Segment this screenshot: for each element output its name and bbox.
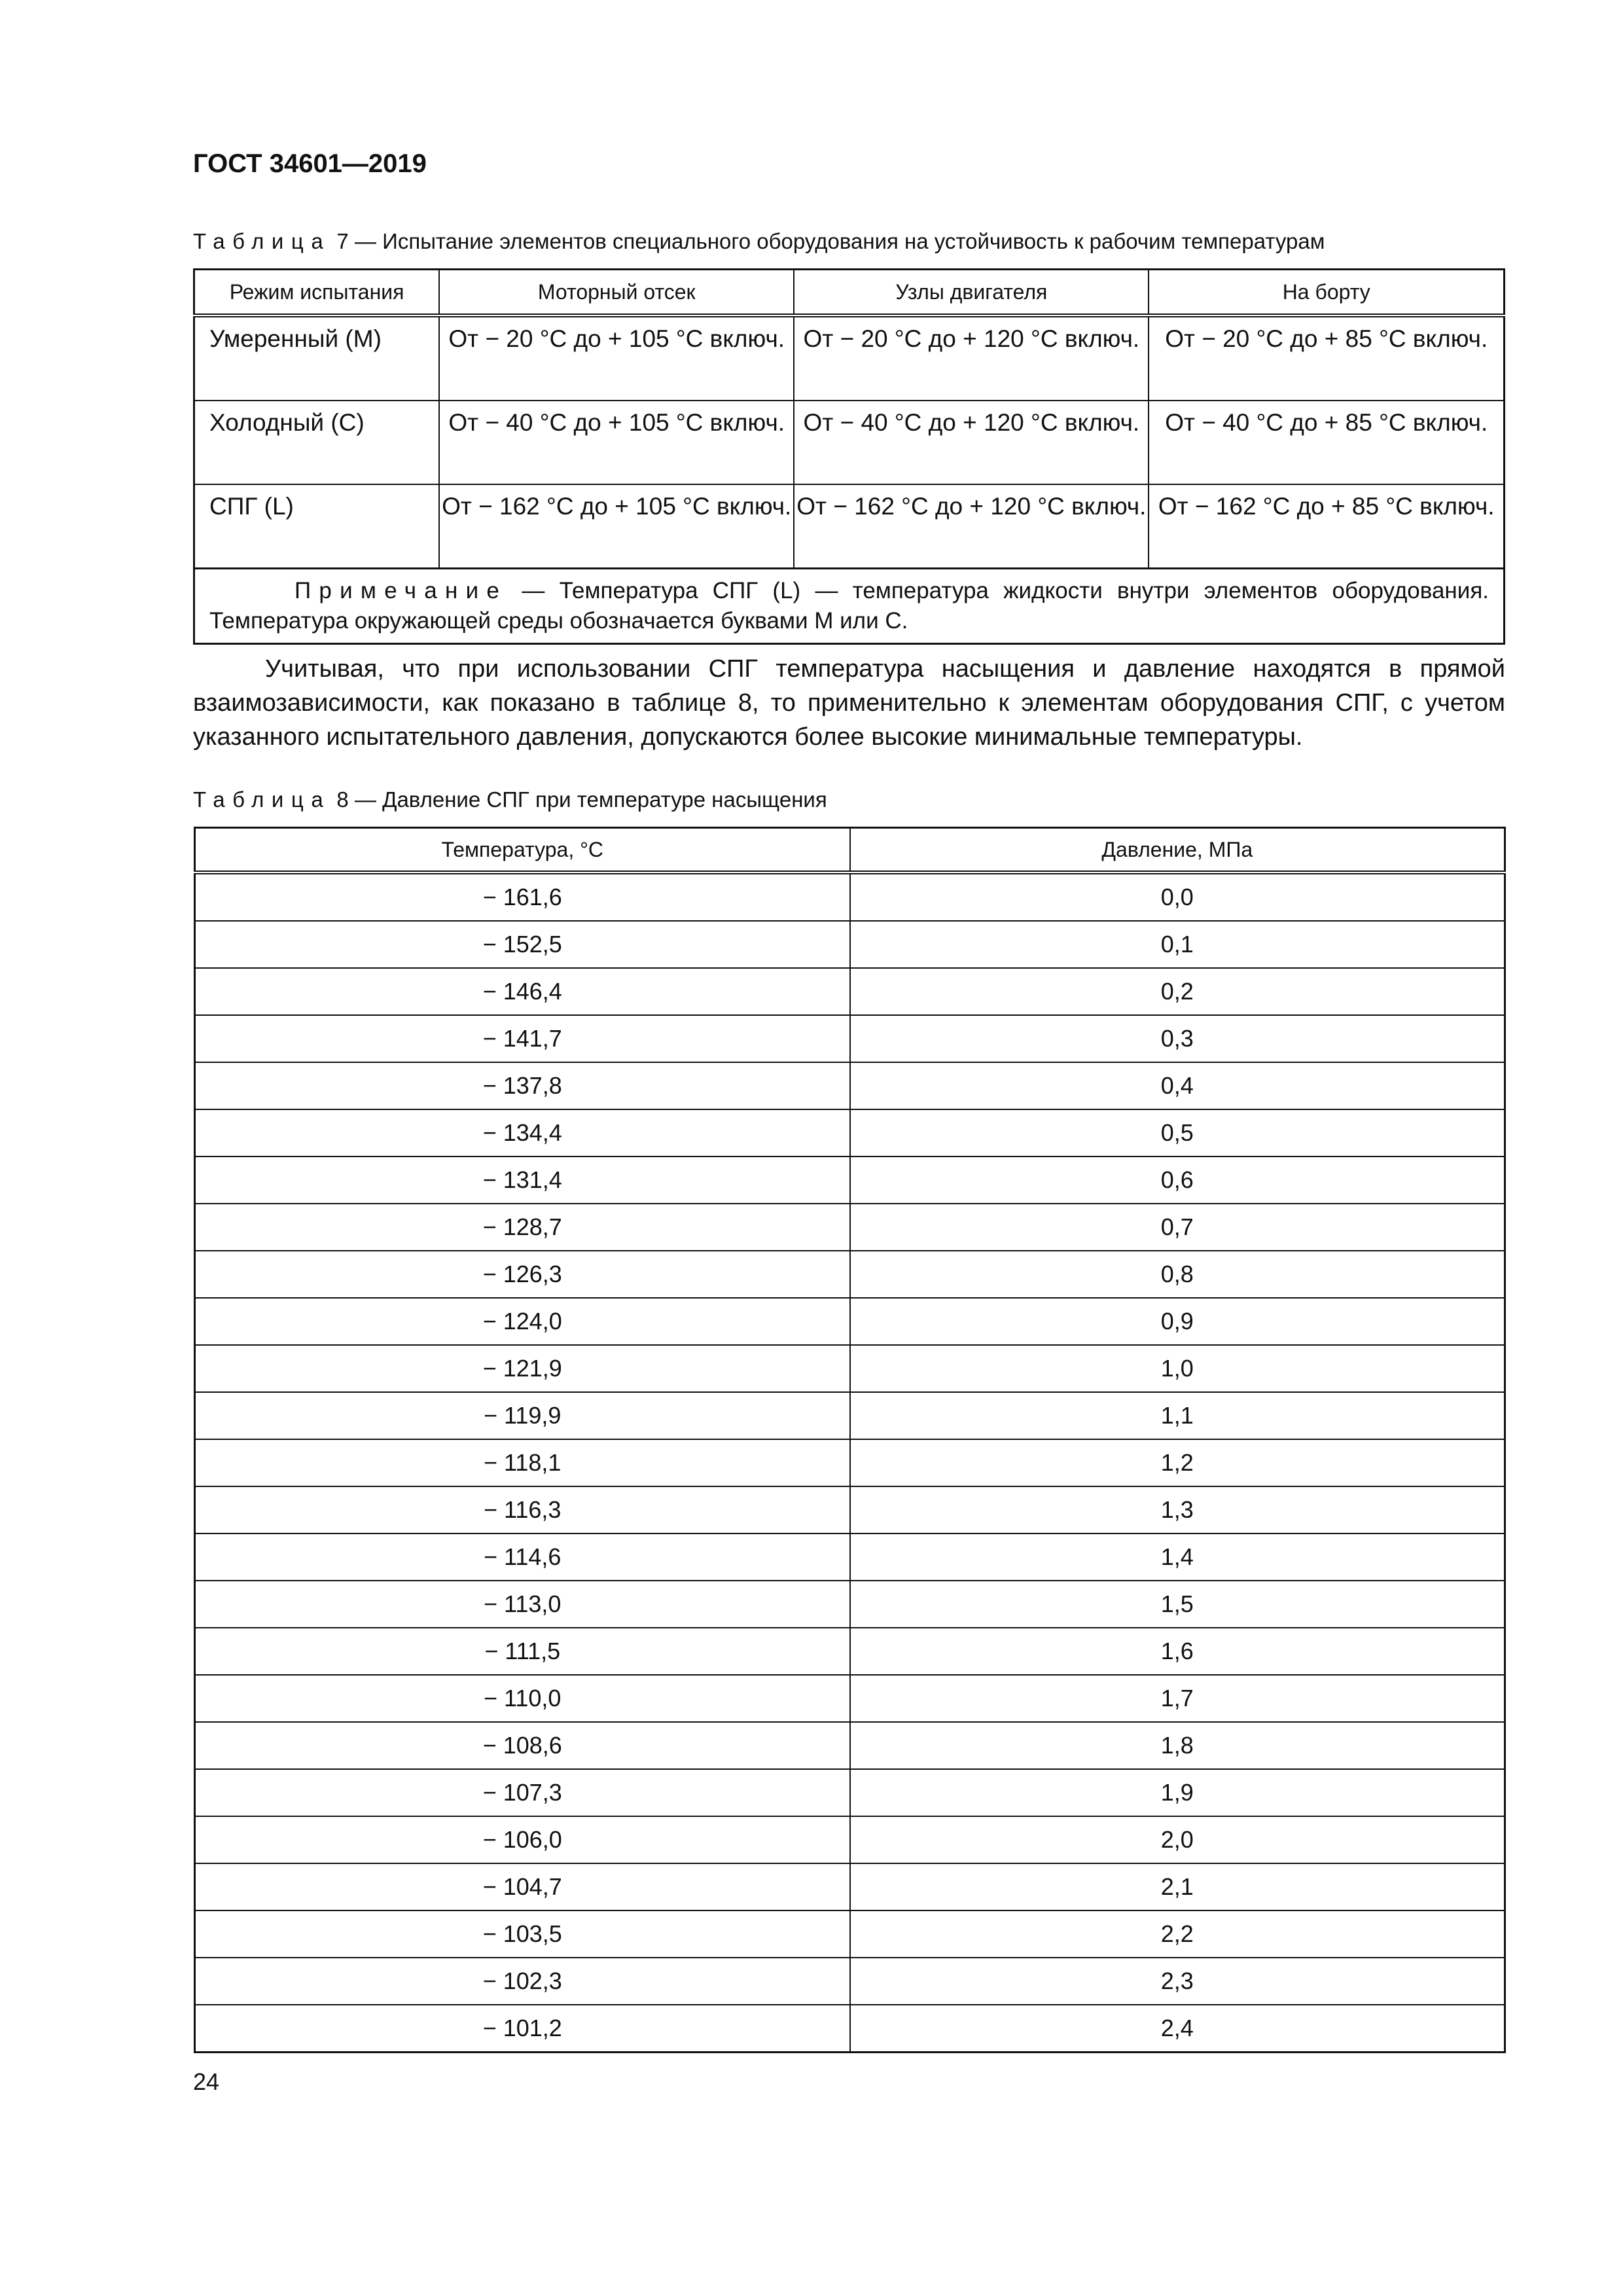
temperature-cell: − 121,9	[195, 1345, 850, 1392]
temperature-cell: − 107,3	[195, 1769, 850, 1816]
table8-lng-pressure	[194, 827, 1506, 2053]
table-row	[195, 2005, 1505, 2053]
temperature-cell: − 102,3	[195, 1958, 850, 2005]
temperature-cell: − 126,3	[195, 1251, 850, 1298]
pressure-cell: 0,9	[850, 1298, 1505, 1345]
pressure-cell: 1,0	[850, 1345, 1505, 1392]
table-row	[195, 1581, 1505, 1628]
document-id-header: ГОСТ 34601—2019	[193, 149, 427, 178]
pressure-cell: 1,6	[850, 1628, 1505, 1675]
table-row	[195, 921, 1505, 968]
pressure-cell: 1,1	[850, 1392, 1505, 1439]
table-row	[195, 1157, 1505, 1204]
temperature-cell: − 134,4	[195, 1109, 850, 1157]
table-row	[195, 1439, 1505, 1486]
temperature-cell: − 108,6	[195, 1722, 850, 1769]
table-cell: От − 162 °С до + 105 °С включ.	[439, 484, 794, 569]
note-label: Примечание	[294, 578, 508, 603]
page-number: 24	[193, 2068, 220, 2095]
table7-caption-title: 7 — Испытание элементов специального оборудования на устойчивость к рабочим температурам	[330, 229, 1325, 253]
table-row	[195, 1628, 1505, 1675]
pressure-cell: 2,1	[850, 1863, 1505, 1910]
table7-operating-temperatures	[193, 268, 1505, 645]
table-row	[195, 872, 1505, 921]
temperature-cell: − 111,5	[195, 1628, 850, 1675]
pressure-cell: 1,3	[850, 1486, 1505, 1534]
pressure-cell: 1,7	[850, 1675, 1505, 1722]
pressure-cell: 0,3	[850, 1015, 1505, 1062]
table7-header-engine-bay: Моторный отсек	[439, 270, 794, 316]
pressure-cell: 1,2	[850, 1439, 1505, 1486]
pressure-cell: 1,8	[850, 1722, 1505, 1769]
temperature-cell: − 103,5	[195, 1910, 850, 1958]
pressure-cell: 0,7	[850, 1204, 1505, 1251]
pressure-cell: 2,3	[850, 1958, 1505, 2005]
temperature-cell: − 124,0	[195, 1298, 850, 1345]
table-row	[194, 315, 1505, 401]
table-row	[195, 1109, 1505, 1157]
table-row	[195, 1298, 1505, 1345]
table7-header-onboard: На борту	[1149, 270, 1504, 316]
temperature-cell: − 146,4	[195, 968, 850, 1015]
temperature-cell: − 119,9	[195, 1392, 850, 1439]
pressure-cell: 0,6	[850, 1157, 1505, 1204]
temperature-cell: − 141,7	[195, 1015, 850, 1062]
temperature-cell: − 118,1	[195, 1439, 850, 1486]
table7-header-mode: Режим испытания	[194, 270, 440, 316]
table-row	[195, 1062, 1505, 1109]
temperature-cell: − 101,2	[195, 2005, 850, 2053]
temperature-cell: − 131,4	[195, 1157, 850, 1204]
table-row	[195, 1816, 1505, 1863]
body-paragraph: Учитывая, что при использовании СПГ температура насыщения и давление находятся в прямой взаимозависимости, как показано в таблице 8, то применительно к элементам оборудования СПГ, с учетом указанного испытательного давления, допускаются более высокие минимальные температуры.	[193, 655, 1505, 751]
table8-caption-title: 8 — Давление СПГ при температуре насыщения	[330, 787, 827, 812]
table-row	[195, 1863, 1505, 1910]
temperature-cell: − 113,0	[195, 1581, 850, 1628]
table-row	[195, 1204, 1505, 1251]
temperature-cell: − 161,6	[195, 872, 850, 921]
table8-header-temperature: Температура, °С	[195, 828, 850, 873]
pressure-cell: 2,2	[850, 1910, 1505, 1958]
pressure-cell: 2,4	[850, 2005, 1505, 2053]
table-cell: Умеренный (М)	[194, 315, 440, 401]
table-cell: От − 40 °С до + 120 °С включ.	[794, 401, 1149, 484]
table-cell: От − 162 °С до + 120 °С включ.	[794, 484, 1149, 569]
pressure-cell: 1,9	[850, 1769, 1505, 1816]
table-row	[195, 1392, 1505, 1439]
table-row	[195, 1910, 1505, 1958]
table8-caption-word: Таблица	[193, 787, 331, 812]
pressure-cell: 0,8	[850, 1251, 1505, 1298]
temperature-cell: − 110,0	[195, 1675, 850, 1722]
table7-note-row	[194, 569, 1505, 644]
temperature-cell: − 128,7	[195, 1204, 850, 1251]
pressure-cell: 0,2	[850, 968, 1505, 1015]
temperature-cell: − 104,7	[195, 1863, 850, 1910]
pressure-cell: 0,1	[850, 921, 1505, 968]
table-row	[195, 1958, 1505, 2005]
table-cell: От − 162 °С до + 85 °С включ.	[1149, 484, 1504, 569]
table-row	[195, 1675, 1505, 1722]
table-row	[195, 968, 1505, 1015]
pressure-cell: 0,0	[850, 872, 1505, 921]
table-row	[195, 1015, 1505, 1062]
table7-caption-word: Таблица	[193, 229, 331, 253]
temperature-cell: − 116,3	[195, 1486, 850, 1534]
pressure-cell: 2,0	[850, 1816, 1505, 1863]
table-cell: Холодный (С)	[194, 401, 440, 484]
table8-header-pressure: Давление, МПа	[850, 828, 1505, 873]
table-row	[195, 1486, 1505, 1534]
table-cell: От − 20 °С до + 85 °С включ.	[1149, 315, 1504, 401]
table-cell: От − 40 °С до + 105 °С включ.	[439, 401, 794, 484]
pressure-cell: 1,4	[850, 1534, 1505, 1581]
table-row	[194, 484, 1505, 569]
temperature-cell: − 106,0	[195, 1816, 850, 1863]
table-cell: От − 40 °С до + 85 °С включ.	[1149, 401, 1504, 484]
table8-caption	[193, 787, 827, 812]
table-row	[195, 1251, 1505, 1298]
table7-caption	[193, 229, 1325, 254]
temperature-cell: − 114,6	[195, 1534, 850, 1581]
note-text: — Температура СПГ (L) — температура жидкости внутри элементов оборудования. Температура окружающей среды обозначается буквами М или С.	[209, 578, 1489, 634]
table7-note	[194, 569, 1505, 644]
table-row	[195, 1722, 1505, 1769]
pressure-cell: 1,5	[850, 1581, 1505, 1628]
table-row	[195, 1534, 1505, 1581]
table-row	[195, 1769, 1505, 1816]
pressure-cell: 0,4	[850, 1062, 1505, 1109]
table-cell: От − 20 °С до + 120 °С включ.	[794, 315, 1149, 401]
table-row	[194, 401, 1505, 484]
table-cell: СПГ (L)	[194, 484, 440, 569]
temperature-cell: − 152,5	[195, 921, 850, 968]
table-cell: От − 20 °С до + 105 °С включ.	[439, 315, 794, 401]
pressure-cell: 0,5	[850, 1109, 1505, 1157]
temperature-cell: − 137,8	[195, 1062, 850, 1109]
table7-header-engine-units: Узлы двигателя	[794, 270, 1149, 316]
table-row	[195, 1345, 1505, 1392]
